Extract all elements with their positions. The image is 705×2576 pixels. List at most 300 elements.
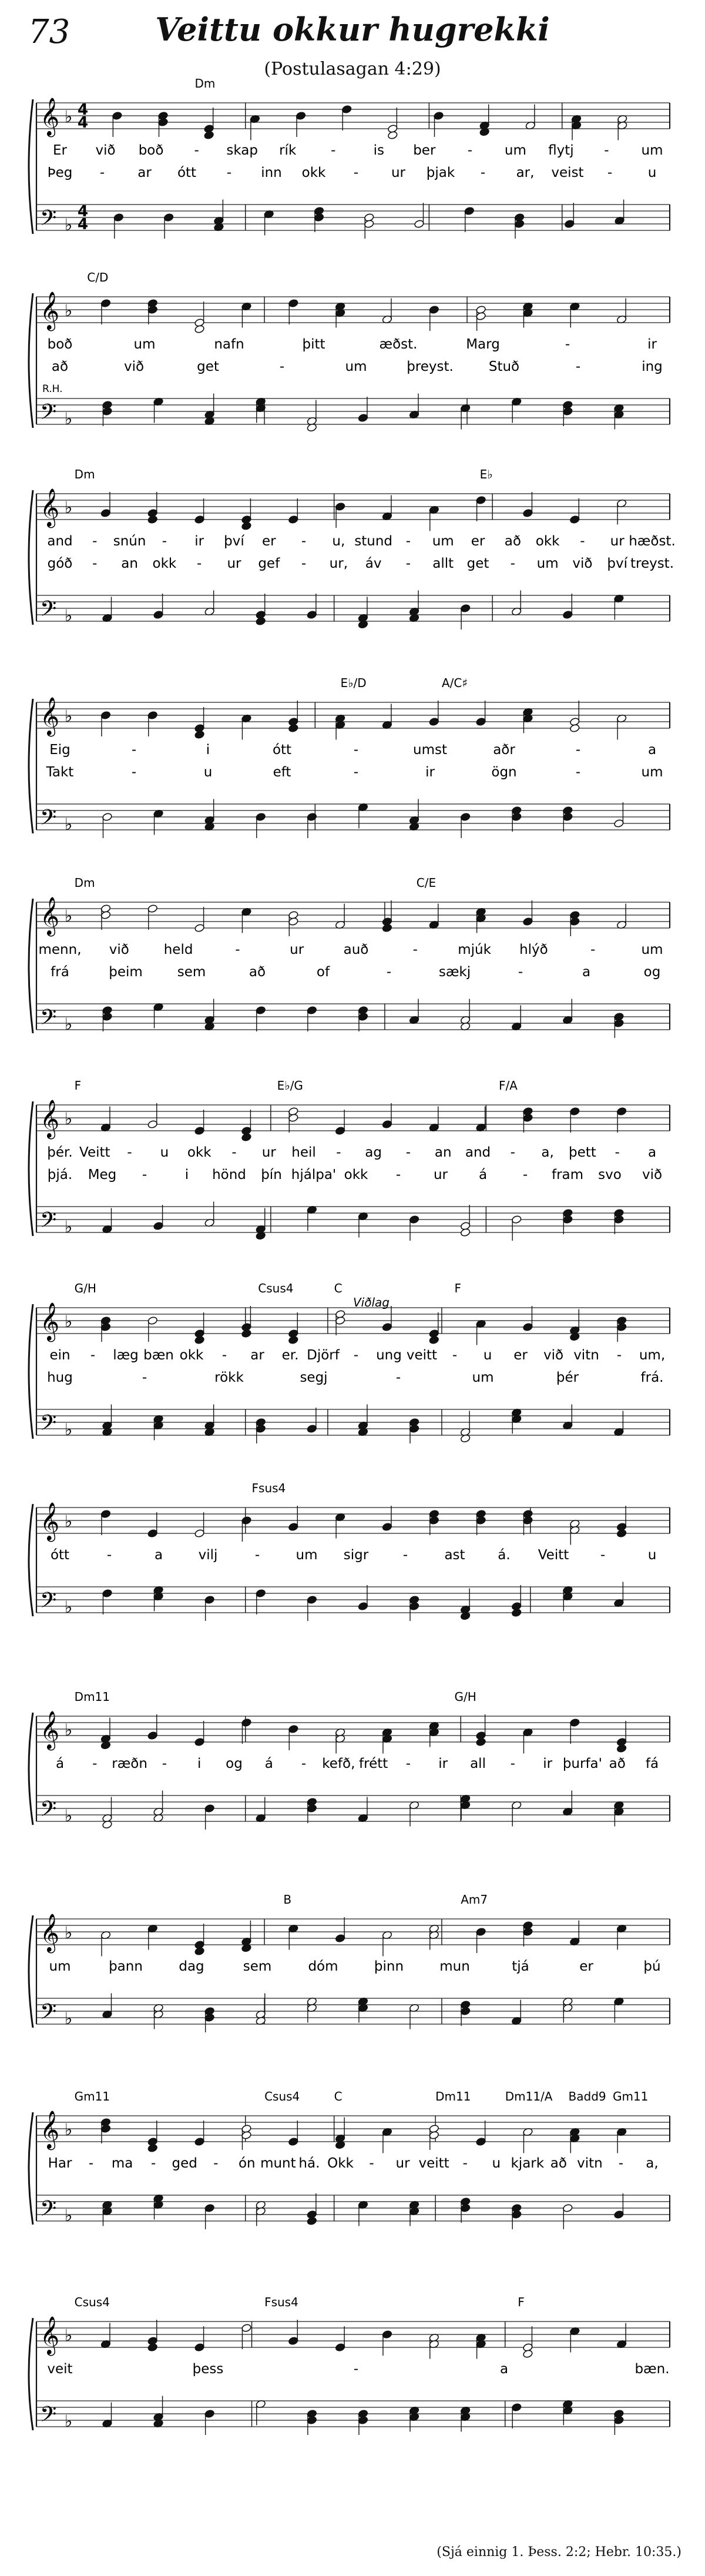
lyric-syllable: að: [249, 964, 266, 980]
key-signature-flat: ♭: [65, 1720, 73, 1740]
lyric-syllable: þeim: [109, 964, 143, 980]
lyric-syllable: allt: [432, 556, 454, 571]
key-signature-flat: ♭: [65, 1512, 73, 1531]
lyric-syllable: æðst.: [379, 337, 418, 352]
lyric-syllable: -: [518, 964, 523, 980]
lyric-syllable: -: [92, 534, 98, 549]
lyric-syllable: -: [331, 143, 336, 158]
lyric-syllable: Marg: [466, 337, 500, 352]
note-head: [429, 1516, 439, 1525]
note-head: [562, 2203, 573, 2212]
key-signature-flat: ♭: [65, 1420, 73, 1439]
lyric-syllable: ung: [376, 1348, 402, 1363]
note-head: [511, 2210, 522, 2219]
note-head: [335, 1316, 345, 1325]
brace-curve: [29, 2318, 33, 2430]
brace-curve: [29, 293, 33, 428]
note-head: [256, 1424, 266, 1433]
lyric-syllable: -: [301, 556, 307, 571]
note-head: [147, 515, 158, 524]
lyric-syllable: okk: [344, 1167, 368, 1183]
lyric-syllable: þjá.: [47, 1167, 73, 1183]
chord-symbol: Badd9: [568, 2089, 606, 2103]
lyric-syllable: -: [151, 2156, 156, 2171]
lyric-syllable: ur: [391, 165, 406, 180]
note-head: [434, 111, 444, 120]
lyric-syllable: get: [466, 556, 489, 571]
key-signature-flat: ♭: [65, 1806, 73, 1825]
lyric-syllable: kefð,: [322, 1756, 355, 1771]
note-head: [335, 1126, 345, 1135]
bass-clef: 𝄢: [40, 1208, 57, 1238]
lyric-syllable: á: [55, 1756, 65, 1771]
lyric-syllable: u: [203, 765, 213, 780]
lyric-syllable: okk: [301, 165, 326, 180]
lyric-syllable: þurfa': [562, 1756, 602, 1771]
note-head: [102, 407, 113, 416]
note-head: [523, 1516, 533, 1525]
lyric-syllable: -: [590, 942, 596, 957]
note-head: [307, 812, 317, 821]
treble-clef: 𝄞: [40, 292, 60, 330]
lyric-syllable: -: [395, 1370, 401, 1385]
note-head: [113, 213, 124, 222]
note-head: [241, 2131, 252, 2139]
note-head: [288, 1335, 298, 1344]
brace-curve: [29, 1713, 33, 1825]
note-head: [100, 508, 111, 517]
lyric-syllable: ar,: [516, 165, 535, 180]
note-head: [476, 2137, 486, 2146]
note-head: [241, 1718, 252, 1727]
lyric-syllable: get: [197, 359, 219, 374]
note-head: [307, 1595, 317, 1604]
note-head: [194, 324, 205, 333]
note-head: [194, 1529, 205, 1537]
chord-symbol: Dm: [74, 467, 95, 481]
lyric-syllable: -: [90, 1348, 96, 1363]
chord-symbol: Gm11: [74, 2089, 110, 2103]
lyric-syllable: við: [109, 942, 129, 957]
lyric-syllable: að: [550, 2156, 567, 2171]
brace-curve: [29, 899, 33, 1033]
note-head: [194, 2137, 205, 2146]
note-head: [460, 2203, 471, 2212]
lyric-syllable: góð: [47, 556, 73, 571]
lyric-syllable: frá.: [640, 1370, 664, 1385]
lyric-syllable: okk: [152, 556, 177, 571]
note-head: [314, 213, 324, 222]
lyric-syllable: heil: [291, 1145, 316, 1160]
lyric-syllable: okk: [187, 1145, 212, 1160]
lyric-syllable: -: [99, 165, 105, 180]
lyric-syllable: -: [386, 964, 392, 980]
note-head: [569, 723, 580, 732]
lyric-syllable: að: [609, 1756, 626, 1771]
chord-symbol: E♭/D: [340, 676, 367, 690]
lyric-syllable: áv: [365, 556, 382, 571]
lyric-syllable: -: [369, 2156, 374, 2171]
chord-symbol: A/C♯: [441, 676, 468, 690]
note-head: [409, 1215, 419, 1224]
key-signature-flat: ♭: [65, 1109, 73, 1128]
lyric-syllable: um: [49, 1959, 71, 1974]
lyric-syllable: -: [575, 765, 581, 780]
lyric-syllable: Stuð: [488, 359, 520, 374]
lyric-syllable: þjak: [426, 165, 455, 180]
lyric-syllable: við: [642, 1167, 663, 1183]
lyric-syllable: a: [647, 742, 657, 758]
lyric-syllable: -: [142, 1370, 147, 1385]
lyric-syllable: veit: [47, 2361, 73, 2377]
lyric-syllable: um: [641, 765, 663, 780]
note-head: [562, 407, 573, 416]
time-signature: 4: [78, 114, 89, 132]
lyric-syllable: ur: [227, 556, 241, 571]
scripture-reference: (Postulasagan 4:29): [264, 59, 441, 79]
note-head: [256, 617, 266, 625]
note-head: [288, 1113, 298, 1122]
note-head: [613, 2210, 624, 2219]
note-head: [564, 219, 575, 228]
note-head: [147, 1120, 158, 1128]
note-head: [256, 1589, 266, 1597]
treble-clef: 𝄞: [40, 1502, 60, 1540]
lyric-syllable: er.: [281, 1348, 299, 1363]
lyric-syllable: eft: [273, 765, 291, 780]
note-head: [194, 1947, 205, 1955]
bass-clef: 𝄢: [40, 1005, 57, 1035]
lyric-syllable: i: [197, 1756, 202, 1771]
note-head: [163, 213, 174, 222]
note-head: [194, 1737, 205, 1746]
lyric-syllable: is: [373, 143, 384, 158]
brace-curve: [29, 1101, 33, 1236]
lyric-syllable: -: [301, 534, 307, 549]
lyric-syllable: á: [264, 1756, 273, 1771]
lyric-syllable: -: [618, 2156, 624, 2171]
lyric-syllable: -: [226, 165, 232, 180]
lyric-syllable: ir: [438, 1756, 448, 1771]
lyric-syllable: ur: [610, 534, 625, 549]
treble-clef: 𝄞: [40, 1711, 60, 1749]
lyric-syllable: svo: [598, 1167, 622, 1183]
hymn-title: Veittu okkur hugrekki: [155, 11, 550, 48]
lyric-syllable: há.: [298, 2156, 320, 2171]
note-head: [460, 1228, 471, 1237]
lyric-syllable: a: [582, 964, 591, 980]
lyric-syllable: mjúk: [458, 942, 491, 957]
note-head: [100, 2124, 111, 2133]
key-signature-flat: ♭: [65, 215, 73, 235]
note-head: [460, 812, 471, 821]
lyric-syllable: þann: [109, 1959, 143, 1974]
note-head: [460, 2006, 471, 2015]
lyric-syllable: segj: [300, 1370, 328, 1385]
note-head: [409, 1602, 419, 1610]
note-head: [335, 1934, 345, 1942]
chord-symbol: C/E: [416, 876, 437, 890]
lyric-syllable: ur: [395, 2156, 410, 2171]
note-head: [147, 305, 158, 314]
lyric-syllable: þér.: [47, 1145, 73, 1160]
bass-clef: 𝄢: [40, 597, 57, 627]
note-head: [204, 1595, 215, 1604]
marking-right-hand: R.H.: [42, 383, 63, 395]
note-head: [147, 1731, 158, 1740]
chord-symbol: Dm11: [435, 2089, 471, 2103]
lyric-syllable: því: [607, 556, 628, 571]
lyric-syllable: Meg: [88, 1167, 117, 1183]
lyric-syllable: -: [412, 942, 418, 957]
brace-curve: [29, 1304, 33, 1439]
note-head: [102, 812, 113, 821]
lyric-syllable: -: [92, 1756, 98, 1771]
chord-symbol: Gm11: [612, 2089, 649, 2103]
lyric-syllable: -: [221, 1348, 227, 1363]
note-head: [523, 1322, 533, 1331]
time-signature: 4: [78, 216, 89, 233]
bass-clef: 𝄢: [40, 1999, 57, 2029]
lyric-syllable: við: [543, 1348, 564, 1363]
time-signature: 4: [78, 101, 89, 119]
chord-symbol: Dm: [74, 876, 95, 890]
marking-refrain: Viðlag: [353, 1295, 390, 1309]
bass-clef: 𝄢: [40, 1588, 57, 1618]
note-head: [616, 1744, 627, 1753]
lyric-syllable: inn: [261, 165, 282, 180]
lyric-syllable: snún: [113, 534, 146, 549]
note-head: [523, 1927, 533, 1936]
lyric-syllable: -: [565, 337, 570, 352]
lyric-syllable: -: [510, 556, 515, 571]
brace-curve: [29, 99, 33, 234]
lyric-syllable: ræðn: [112, 1756, 147, 1771]
bass-clef: 𝄢: [40, 1411, 57, 1441]
note-head: [194, 515, 205, 524]
treble-clef: 𝄞: [40, 1302, 60, 1341]
lyric-syllable: -: [353, 2361, 359, 2377]
lyric-syllable: hlýð: [519, 942, 548, 957]
note-head: [358, 1602, 368, 1610]
lyric-syllable: um: [472, 1370, 494, 1385]
lyric-syllable: -: [604, 143, 609, 158]
lyric-syllable: að: [504, 534, 521, 549]
note-head: [204, 1804, 215, 1813]
lyric-syllable: þín: [261, 1167, 282, 1183]
note-head: [523, 917, 533, 926]
note-head: [288, 515, 298, 524]
key-signature-flat: ♭: [65, 498, 73, 517]
lyric-syllable: -: [467, 143, 473, 158]
key-signature-flat: ♭: [65, 706, 73, 726]
lyric-syllable: treyst.: [630, 556, 674, 571]
lyric-syllable: sem: [243, 1959, 272, 1974]
note-head: [100, 1509, 111, 1518]
lyric-syllable: þett: [569, 1145, 596, 1160]
note-head: [387, 130, 398, 139]
chord-symbol: Csus4: [264, 2089, 300, 2103]
lyric-syllable: fram: [551, 1167, 584, 1183]
key-signature-flat: ♭: [65, 815, 73, 834]
note-head: [288, 1522, 298, 1531]
lyric-syllable: ir: [543, 1756, 553, 1771]
key-signature-flat: ♭: [65, 1923, 73, 1942]
lyric-syllable: frá: [51, 964, 69, 980]
lyric-syllable: -: [279, 359, 285, 374]
key-signature-flat: ♭: [65, 2206, 73, 2225]
lyric-syllable: -: [600, 1547, 606, 1563]
lyric-syllable: aðr: [493, 742, 515, 758]
lyric-syllable: ir: [425, 765, 435, 780]
note-head: [341, 105, 352, 113]
lyric-syllable: ar: [137, 165, 152, 180]
lyric-syllable: bæn: [143, 1348, 174, 1363]
note-head: [100, 910, 111, 919]
lyric-syllable: u: [492, 2156, 501, 2171]
lyric-syllable: a,: [646, 2156, 659, 2171]
note-head: [358, 2416, 368, 2424]
lyric-syllable: fá: [645, 1756, 659, 1771]
chord-symbol: F: [74, 1078, 82, 1093]
lyric-syllable: mun: [439, 1959, 470, 1974]
lyric-syllable: -: [480, 165, 486, 180]
lyric-syllable: veitt: [406, 1348, 438, 1363]
lyric-syllable: sækj: [438, 964, 471, 980]
lyric-syllable: hæðst.: [629, 534, 676, 549]
lyric-syllable: ber: [413, 143, 436, 158]
note-head: [147, 1529, 158, 1537]
lyric-syllable: veist: [551, 165, 584, 180]
lyric-syllable: u: [647, 1547, 657, 1563]
treble-clef: 𝄞: [40, 897, 60, 935]
treble-clef: 𝄞: [40, 488, 60, 527]
chord-symbol: G/H: [74, 1281, 96, 1295]
bass-clef: 𝄢: [40, 805, 57, 835]
lyric-syllable: kjark: [511, 2156, 545, 2171]
bass-clef: 𝄢: [40, 206, 57, 236]
chord-symbol: E♭/G: [277, 1078, 303, 1093]
lyric-syllable: u: [160, 1145, 169, 1160]
lyric-syllable: -: [522, 1167, 528, 1183]
note-head: [382, 1322, 392, 1331]
note-head: [562, 1215, 573, 1224]
lyric-syllable: ur: [433, 1167, 448, 1183]
treble-clef: 𝄞: [40, 1914, 60, 1952]
note-head: [288, 2137, 298, 2146]
lyric-syllable: um: [504, 143, 526, 158]
chord-symbol: C: [334, 2089, 343, 2103]
lyric-syllable: nafn: [214, 337, 244, 352]
brace-curve: [29, 699, 33, 833]
lyric-syllable: -: [510, 1145, 515, 1160]
note-head: [100, 299, 111, 307]
lyric-syllable: hug: [47, 1370, 73, 1385]
note-head: [100, 711, 111, 719]
note-head: [613, 2416, 624, 2424]
bass-clef: 𝄢: [40, 2196, 57, 2226]
note-head: [569, 1107, 580, 1116]
lyric-syllable: rökk: [214, 1370, 244, 1385]
note-head: [460, 604, 471, 612]
lyric-syllable: -: [213, 2156, 219, 2171]
lyric-syllable: ur: [261, 1145, 276, 1160]
note-head: [613, 1019, 624, 1027]
lyric-syllable: -: [616, 1348, 622, 1363]
note-head: [511, 2403, 522, 2411]
note-head: [476, 1927, 486, 1936]
note-head: [562, 812, 573, 821]
lyric-syllable: -: [254, 1547, 260, 1563]
note-head: [382, 1522, 392, 1531]
bass-clef: 𝄢: [40, 400, 57, 430]
lyric-syllable: hjálpa': [291, 1167, 337, 1183]
lyric-syllable: -: [197, 556, 202, 571]
lyric-syllable: i: [184, 1167, 189, 1183]
lyric-syllable: Djörf: [307, 1348, 340, 1363]
note-head: [476, 311, 486, 320]
treble-clef: 𝄞: [40, 2111, 60, 2149]
lyric-syllable: boð: [47, 337, 73, 352]
lyric-syllable: tjá: [512, 1959, 529, 1974]
note-head: [523, 508, 533, 517]
brace-curve: [29, 2112, 33, 2225]
lyric-syllable: -: [106, 1547, 112, 1563]
note-head: [364, 219, 374, 228]
note-head: [616, 1529, 627, 1537]
lyric-syllable: Þeg: [47, 165, 73, 180]
lyric-syllable: -: [405, 1756, 411, 1771]
treble-clef: 𝄞: [40, 697, 60, 735]
lyric-syllable: dóm: [308, 1959, 338, 1974]
lyric-syllable: rík: [279, 143, 297, 158]
lyric-syllable: þreyst.: [407, 359, 454, 374]
lyric-syllable: ótt: [50, 1547, 70, 1563]
note-head: [288, 299, 298, 307]
lyric-syllable: -: [231, 1145, 237, 1160]
note-head: [429, 1335, 439, 1344]
lyric-syllable: ótt: [272, 742, 292, 758]
time-signature: 4: [78, 203, 89, 220]
key-signature-flat: ♭: [65, 2120, 73, 2139]
note-head: [335, 502, 345, 511]
lyric-syllable: -: [575, 742, 581, 758]
lyric-syllable: and: [47, 534, 73, 549]
lyric-syllable: -: [353, 765, 359, 780]
lyric-syllable: ma: [111, 2156, 133, 2171]
chord-symbol: G/H: [454, 1690, 476, 1704]
lyric-syllable: að: [51, 359, 69, 374]
key-signature-flat: ♭: [65, 301, 73, 320]
key-signature-flat: ♭: [65, 906, 73, 926]
lyric-syllable: flytj: [548, 143, 574, 158]
lyric-syllable: and: [465, 1145, 491, 1160]
key-signature-flat: ♭: [65, 1597, 73, 1617]
note-head: [204, 2409, 215, 2418]
lyric-syllable: u,: [332, 534, 345, 549]
lyric-syllable: frétt: [359, 1756, 388, 1771]
note-head: [382, 923, 392, 932]
note-head: [153, 610, 164, 619]
lyric-syllable: -: [353, 742, 359, 758]
note-head: [102, 1012, 113, 1021]
lyric-syllable: Okk: [327, 2156, 354, 2171]
lyric-syllable: um: [133, 337, 156, 352]
lyric-syllable: læg: [113, 1348, 139, 1363]
key-signature-flat: ♭: [65, 2326, 73, 2345]
key-signature-flat: ♭: [65, 409, 73, 428]
note-head: [147, 904, 158, 913]
